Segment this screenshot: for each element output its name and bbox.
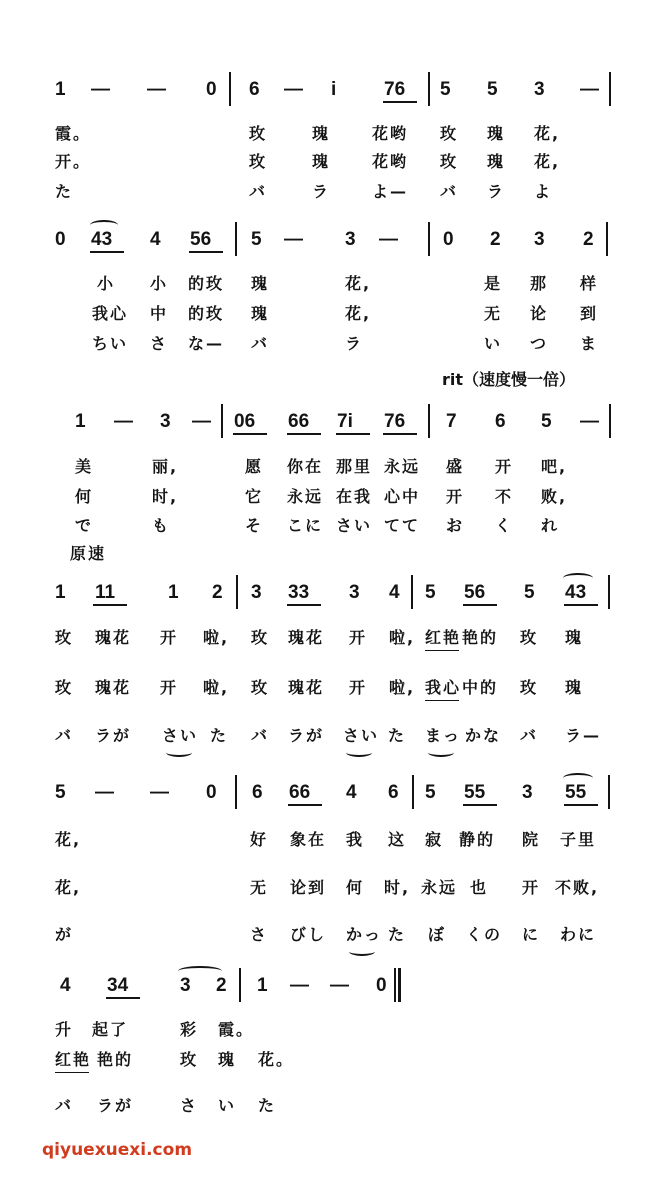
lyric: 象在 [290,830,327,849]
lyric: 永远 [421,878,458,897]
lyric: 论 [530,304,549,323]
lyric: 我心 [92,304,129,323]
lyric: 永远 [384,457,421,476]
lyric: 霞。 [55,124,92,143]
lyric: 开。 [55,152,92,171]
lyric: れ [541,516,560,535]
lyric: 玫 [520,678,539,697]
lyric: 瑰 [565,628,584,647]
beam [90,251,124,253]
lyric: 无 [250,878,269,897]
note: 2 [216,975,227,996]
lyric: 败, [541,487,568,506]
lyric: 开 [446,487,465,506]
lyric: 吧, [541,457,568,476]
lyric: 瑰花 [288,678,325,697]
beam [564,604,598,606]
lyric: 开 [522,878,541,897]
lyric: ラが [288,726,325,745]
lyric: 在我 [336,487,373,506]
lyric: 瑰 [487,152,506,171]
tempo-mark-original: 原速 [70,544,107,563]
lyric: こに [287,516,324,535]
barline [235,775,237,809]
note: 6 [249,79,260,100]
lyric: 玫 [440,124,459,143]
note: 5 [487,79,498,100]
note: 0 [55,229,66,250]
note: 5 [251,229,262,250]
lyric: 美 [75,457,94,476]
note: 0 [206,782,217,803]
note: 4 [150,229,161,250]
note: 0 [443,229,454,250]
lyric: びし [290,925,327,944]
note-pair: 56 [464,582,486,603]
note: 2 [490,229,501,250]
lyric: 花哟 [372,124,409,143]
lyric: 玫 [520,628,539,647]
barline-final-thin [394,968,396,1002]
lyric: 时, [152,487,179,506]
barline [221,404,223,438]
lyric: に [522,925,541,944]
lyric: く [495,516,514,535]
lyric: 瑰 [487,124,506,143]
lyric: バ [251,726,270,745]
lyric: 也 [470,878,489,897]
lyric: 瑰 [218,1050,237,1069]
barline [428,404,430,438]
lyric: ま [580,334,599,353]
lyric: 到 [580,304,599,323]
lyric: 啦, [203,678,230,697]
beam [189,251,223,253]
note: 5 [425,782,436,803]
lyric: 开 [349,628,368,647]
lyric: 花哟 [372,152,409,171]
underline-mark [55,1072,89,1073]
lyric: で [75,516,94,535]
note: 6 [495,411,506,432]
lyric: 心中 [384,487,421,506]
lyric: 无 [484,304,503,323]
barline [229,72,231,106]
lyric: さ [180,1096,199,1115]
note: 5 [541,411,552,432]
lyric: かな [465,726,502,745]
lyric: ラ [312,182,331,201]
lyric: も [152,516,171,535]
lyric: 花, [345,274,372,293]
note: 3 [534,229,545,250]
lyric: バ [55,1096,74,1115]
lyric: 红艳 [55,1050,92,1069]
note-dash: — [290,975,309,996]
barline [608,775,610,809]
slur-small [428,748,454,757]
note: 3 [251,582,262,603]
lyric: た [210,726,229,745]
lyric: 愿 [245,457,264,476]
note-dash: — [284,229,303,250]
underline-mark [425,650,459,651]
note: 1 [257,975,268,996]
note: 4 [389,582,400,603]
barline [428,222,430,256]
lyric: そ [245,516,264,535]
beam [287,604,321,606]
note: 0 [376,975,387,996]
barline [412,775,414,809]
note: 6 [252,782,263,803]
beam [463,604,497,606]
lyric: 玫 [251,678,270,697]
note: 6 [388,782,399,803]
note-pair: 66 [289,782,311,803]
note-dash: — [580,411,599,432]
lyric: ちい [92,334,129,353]
lyric: 瑰 [565,678,584,697]
beam [288,804,322,806]
note-dash: — [192,411,211,432]
lyric: ラ— [565,726,602,745]
barline [606,222,608,256]
note: 2 [212,582,223,603]
lyric: 时, [384,878,411,897]
site-watermark [42,1140,192,1160]
lyric: ラ [487,182,506,201]
beam [287,433,321,435]
lyric: ラが [95,726,132,745]
note: 3 [349,582,360,603]
lyric: バ [251,334,270,353]
lyric: ラ [345,334,364,353]
note: 1 [168,582,179,603]
note-pair: 33 [288,582,310,603]
note: 0 [206,79,217,100]
lyric: ぼ [428,925,447,944]
note: 5 [55,782,66,803]
lyric: さ [250,925,269,944]
lyric: てて [384,516,421,535]
note: 1 [75,411,86,432]
lyric: 啦, [389,678,416,697]
lyric: た [55,182,74,201]
slur-small [166,748,192,757]
note-pair: 76 [384,411,406,432]
lyric: 中的 [462,678,499,697]
note: 3 [534,79,545,100]
lyric: 起了 [92,1020,129,1039]
lyric: 盛 [446,457,465,476]
lyric: 那 [530,274,549,293]
lyric: 艳的 [97,1050,134,1069]
lyric: 玫 [249,124,268,143]
beam [336,433,370,435]
lyric: よ [534,182,553,201]
lyric: 红艳 [425,628,462,647]
beam [383,433,417,435]
lyric: 玫 [249,152,268,171]
slur-small [346,748,372,757]
lyric: 瑰 [312,124,331,143]
lyric: 子里 [560,830,597,849]
lyric: 你在 [287,457,324,476]
lyric: 中 [150,304,169,323]
lyric: 我 [346,830,365,849]
barline [609,404,611,438]
lyric: 花, [55,830,82,849]
lyric: 静的 [459,830,496,849]
note-pair: 55 [464,782,486,803]
barline [428,72,430,106]
lyric: 彩 [180,1020,199,1039]
lyric: さい [336,516,373,535]
barline [235,222,237,256]
note-pair: 66 [288,411,310,432]
note: 5 [524,582,535,603]
lyric: 玫 [55,678,74,697]
barline [239,968,241,1002]
barline [411,575,413,609]
lyric: 的玫 [188,274,225,293]
note: 3 [180,975,191,996]
lyric: い [218,1096,237,1115]
lyric: 玫 [251,628,270,647]
lyric: 丽, [152,457,179,476]
barline [609,72,611,106]
lyric: 瑰 [251,274,270,293]
lyric: 不 [495,487,514,506]
note: 5 [425,582,436,603]
lyric: た [388,925,407,944]
note-high: i [331,79,337,100]
lyric: 花, [345,304,372,323]
note: 7 [446,411,457,432]
watermark-text: qiyuexuexi.com [42,1140,193,1160]
note-dash: — [379,229,398,250]
note-dash: — [114,411,133,432]
lyric: 样 [580,274,599,293]
note: 4 [60,975,71,996]
note-pair: 7i [337,411,353,432]
lyric: バ [440,182,459,201]
lyric: 花, [534,124,561,143]
lyric: 这 [388,830,407,849]
note-pair: 11 [95,582,116,603]
lyric: 我心 [425,678,462,697]
lyric: 瑰花 [95,678,132,697]
slur-small [349,947,375,956]
note: 1 [55,582,66,603]
note-dash: — [147,79,166,100]
lyric: 玫 [180,1050,199,1069]
note-pair: 76 [384,79,406,100]
lyric: 瑰 [312,152,331,171]
lyric: かっ [346,925,383,944]
note: 3 [345,229,356,250]
lyric: 升 [55,1020,74,1039]
lyric: 小 [97,274,116,293]
lyric: 啦, [389,628,416,647]
barline-final-thick [398,968,401,1002]
lyric: 那里 [336,457,373,476]
lyric: お [446,516,465,535]
lyric: 瑰 [251,304,270,323]
lyric: が [55,925,74,944]
lyric: さ [150,334,169,353]
lyric: わに [560,925,597,944]
note-pair: 06 [234,411,256,432]
lyric: 好 [250,830,269,849]
tempo-mark-rit: rit（速度慢一倍） [442,370,576,389]
beam [93,604,127,606]
beam [564,804,598,806]
beam [463,804,497,806]
lyric: バ [249,182,268,201]
note-pair: 55 [565,782,587,803]
lyric: まっ [425,726,462,745]
barline [236,575,238,609]
lyric: 玫 [440,152,459,171]
lyric: 开 [349,678,368,697]
lyric: さい [343,726,380,745]
lyric: 开 [160,678,179,697]
lyric: 是 [484,274,503,293]
lyric: バ [55,726,74,745]
underline-mark [425,700,459,701]
lyric: 不败, [555,878,600,897]
note: 1 [55,79,66,100]
note-dash: — [284,79,303,100]
lyric: 开 [160,628,179,647]
note-dash: — [330,975,349,996]
note-pair: 43 [91,229,113,250]
lyric: 论到 [290,878,327,897]
lyric: 花, [55,878,82,897]
note-pair: 56 [190,229,212,250]
barline [608,575,610,609]
lyric: な— [188,334,225,353]
note: 3 [160,411,171,432]
note-dash: — [91,79,110,100]
note: 3 [522,782,533,803]
lyric: 瑰花 [95,628,132,647]
lyric: 花。 [258,1050,295,1069]
lyric: 啦, [203,628,230,647]
lyric: 开 [495,457,514,476]
lyric: 霞。 [218,1020,255,1039]
lyric: 它 [245,487,264,506]
beam [106,997,140,999]
lyric: 寂 [425,830,444,849]
lyric: バ [520,726,539,745]
note-pair: 34 [107,975,129,996]
lyric: ラが [97,1096,134,1115]
lyric: つ [530,334,549,353]
note: 5 [440,79,451,100]
note-dash: — [580,79,599,100]
lyric: 艳的 [462,628,499,647]
note-dash: — [95,782,114,803]
lyric: 瑰花 [288,628,325,647]
lyric: 小 [150,274,169,293]
note-dash: — [150,782,169,803]
note: 4 [346,782,357,803]
note: 2 [583,229,594,250]
lyric: 的玫 [188,304,225,323]
lyric: 何 [75,487,94,506]
lyric: くの [466,925,503,944]
lyric: 花, [534,152,561,171]
lyric: 何 [346,878,365,897]
lyric: た [388,726,407,745]
beam [383,101,417,103]
lyric: 玫 [55,628,74,647]
lyric: さい [162,726,199,745]
lyric: 院 [522,830,541,849]
note-pair: 43 [565,582,587,603]
beam [233,433,267,435]
lyric: た [258,1096,277,1115]
lyric: よ— [372,182,409,201]
lyric: い [484,334,503,353]
lyric: 永远 [287,487,324,506]
